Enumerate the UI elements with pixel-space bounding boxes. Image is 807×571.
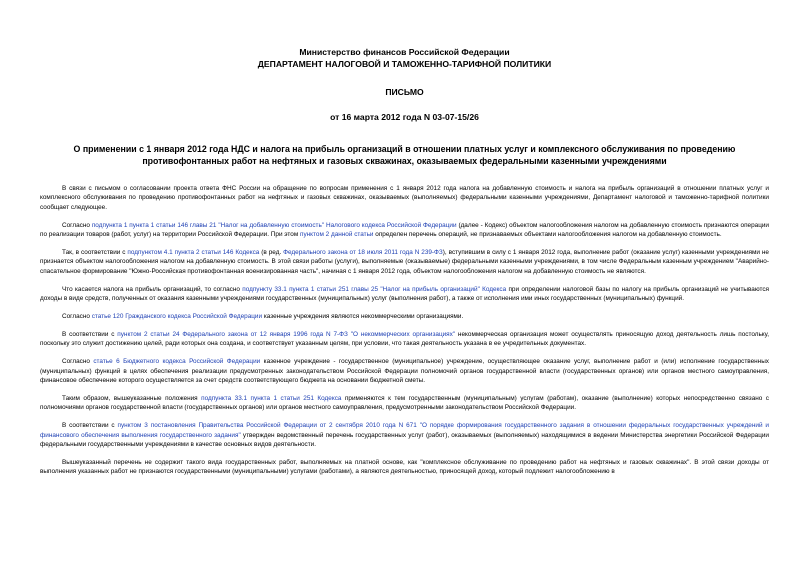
- paragraph-text: казенное учреждение - государственное (муниципальное) учреждение, осуществляющее оказание услуг, выполнение работ и (или) исполнение государственных (муниципальных) функций в целях обеспечения реализации предусмотренных законодательством Российской Федерации полномочий органов государственной власти (государственных органов) или органов местного самоуправления, финансовое обеспечение которого осуществляется за счет средств соответствующего бюджета на основании бюджетной сметы.: [40, 358, 769, 385]
- paragraph-text: В связи с письмом о согласовании проекта ответа ФНС России на обращение по вопросам применения с 1 января 2012 года налога на добавленную стоимость и налога на прибыль организаций в отношении платных услуг и комплексного обслуживания по проведению противофонтанных работ на нефтяных и газовых скважинах, оказываемых (выполняемых) федеральными казенными учреждениями, Департамент налоговой и таможенно-тарифной политики сообщает следующее.: [40, 185, 769, 211]
- link-federal-law-239[interactable]: Федерального закона от 18 июля 2011 года N 239-ФЗ: [283, 249, 443, 257]
- department-name: ДЕПАРТАМЕНТ НАЛОГОВОЙ И ТАМОЖЕННО-ТАРИФНОЙ ПОЛИТИКИ: [257, 59, 552, 69]
- paragraph-10: [40, 458, 769, 477]
- paragraph-text: утвержден ведомственный перечень государственных услуг (работ), оказываемых (выполняемых) находящимися в ведении Министерства энергетики Российской Федерации федеральными государственными учреждениями в качестве основных видов деятельности.: [40, 431, 769, 449]
- paragraph-text: применяются к тем государственным (муниципальным) услугам (работам), оказание (выполнение) которых непосредственно связано с полномочиями органов государственной власти (государственных органов) или органов местного самоуправления, предусмотренными законодательством Российской Федерации.: [40, 395, 770, 412]
- paragraph-text: некоммерческая организация может осуществлять приносящую доход деятельность лишь постольку, поскольку это служит достижению целей, ради которых она создана, и соответствует указанным целям, при условии, что такая деятельность указана в ее учредительных документах.: [40, 330, 770, 348]
- paragraph-text: Согласно: [62, 358, 94, 366]
- paragraph-text: Таким образом, вышеуказанные положения: [62, 395, 202, 402]
- link-art146-p2-sub4-1[interactable]: подпунктом 4.1 пункта 2 статьи 146 Кодекса: [127, 249, 260, 257]
- paragraph-5: [40, 312, 769, 321]
- link-tax-code-art146-p1[interactable]: подпункта 1 пункта 1 статьи 146 главы 21 "Налог на добавленную стоимость" Налогового кодекса Российской Федерации: [91, 221, 457, 229]
- paragraph-text: Вышеуказанный перечень не содержит такого вида государственных работ, выполняемых на платной основе, как "комплексное обслуживание по проведению работ на нефтяных и газовых скважинах". В этой связи доходы от выполнения указанных работ не признаются государственными (муниципальными) услугами (работами), а являются деятельностью, приносящей доход, который подлежит налогообложению в: [40, 459, 769, 476]
- document-header: [40, 46, 769, 123]
- paragraph-text: (далее - Кодекс) объектом налогообложения налогом на добавленную стоимость признаются операции по реализации товаров (работ, услуг) на территории Российской Федерации. При этом: [40, 221, 770, 239]
- link-budget-code-art6[interactable]: статье 6 Бюджетного кодекса Российской Федерации: [93, 358, 261, 366]
- paragraph-6: [40, 330, 769, 349]
- paragraph-9: [40, 421, 769, 449]
- paragraph-4: [40, 285, 769, 304]
- link-art251-sub33-1-second[interactable]: подпункта 33.1 пункта 1 статьи 251 Кодекса: [201, 395, 342, 402]
- paragraph-text: ), вступившим в силу с 1 января 2012 года, выполнение работ (оказание услуг) казенными учреждениями не признается объектом налогообложения налогом на добавленную стоимость. В этой связи работы (услуги), выполняемые (оказываемые) федеральными казенными учреждениями, в том числе Федеральным казенным учреждением "Аварийно-спасательное формирование "Южно-Российская противофонтанная военизированная часть", начиная с 1 января 2012 года, объектом налогообложения налогом на добавленную стоимость не являются.: [40, 249, 769, 275]
- document-subject: [40, 143, 769, 167]
- paragraph-text: казенные учреждения являются некоммерческими организациями.: [262, 313, 464, 321]
- document-date-number: от 16 марта 2012 года N 03-07-15/26: [330, 112, 479, 122]
- paragraph-8: [40, 394, 769, 413]
- paragraph-2: [40, 221, 769, 240]
- paragraph-text: В соответствии с: [62, 330, 118, 338]
- paragraph-1: [40, 184, 769, 212]
- paragraph-7: [40, 357, 769, 385]
- subject-line-2: противофонтанных работ на нефтяных и газовых скважинах, оказываемых федеральными казенными учреждениями: [142, 156, 667, 166]
- link-art251-sub33-1[interactable]: подпункту 33.1 пункта 1 статьи 251 главы 25 "Налог на прибыль организаций" Кодекса: [242, 285, 507, 293]
- paragraph-text: Согласно: [62, 221, 92, 229]
- subject-line-1: О применении с 1 января 2012 года НДС и налога на прибыль организаций в отношении платных услуг и комплексного обслуживания по проведению: [73, 144, 736, 154]
- paragraph-text: определен перечень операций, не признаваемых объектами налогообложения налогом на добавленную стоимость.: [373, 231, 722, 239]
- document-type: ПИСЬМО: [385, 87, 424, 97]
- paragraph-text: Согласно: [62, 313, 92, 321]
- link-civil-code-art120[interactable]: статье 120 Гражданского кодекса Российской Федерации: [91, 313, 263, 321]
- link-government-decree-671[interactable]: пунктом 3 постановления Правительства Российской Федерации от 2 сентября 2010 года N 671 "О порядке формирования государственного задания в отношении федеральных государственных учреждений и финансового обеспечения выполнения государственного задания": [40, 422, 770, 439]
- paragraph-3: [40, 248, 769, 276]
- link-art146-p2[interactable]: пунктом 2 данной статьи: [300, 231, 374, 239]
- paragraph-text: при определении налоговой базы по налогу на прибыль организаций не учитываются доходы в виде средств, полученных от оказания казенными учреждениями государственных (муниципальных) услуг (выполнения работ), а также от исполнения ими иных государственных (муниципальных) функций.: [40, 285, 770, 303]
- paragraph-text: (в ред.: [259, 249, 284, 257]
- ministry-name: Министерство финансов Российской Федерации: [299, 47, 510, 57]
- link-federal-law-7[interactable]: пунктом 2 статьи 24 Федерального закона от 12 января 1996 года N 7-ФЗ "О некоммерческих организациях": [117, 330, 456, 338]
- paragraph-text: Так, в соответствии с: [62, 249, 128, 257]
- paragraph-text: В соответствии с: [62, 422, 118, 430]
- paragraph-text: Что касается налога на прибыль организаций, то согласно: [62, 285, 243, 293]
